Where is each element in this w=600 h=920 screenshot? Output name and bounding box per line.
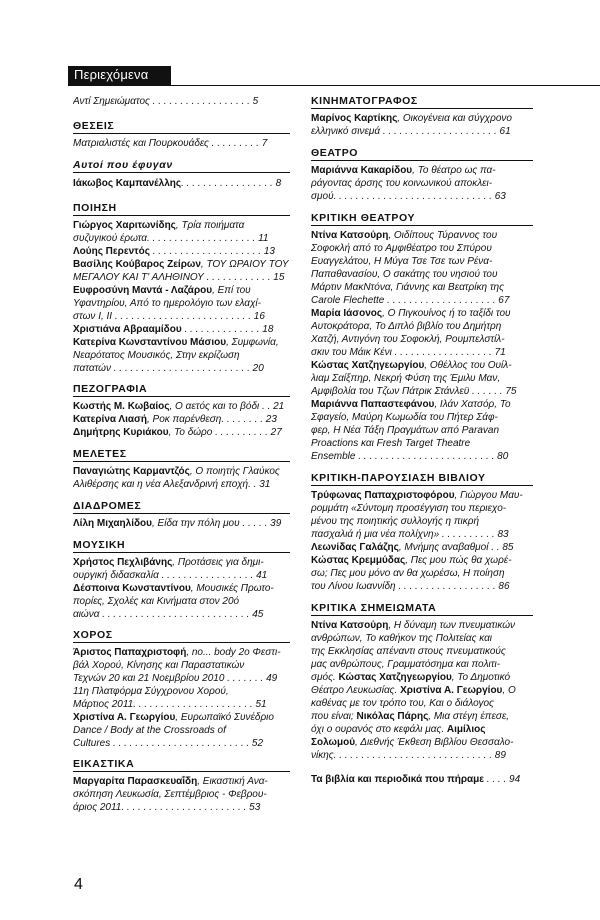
page-title: Περιεχόμενα [74,67,149,82]
page-number: 4 [74,876,83,893]
toc-line: σμού. . . . . . . . . . . . . . . . . . . . . . . . . . . . . 63 [311,191,506,202]
section-heading: ΜΟΥΣΙΚΗ [73,539,290,553]
toc-line: Παπαθανασίου, Ο σακάτης του νησιού του [311,269,498,280]
toc-line: Νεαρότατος Μουσικός, Στην εκρίζωση [73,350,240,361]
toc-line: Μαριάννα Κακαρίδου, Το θέατρο ως πα- [311,165,496,176]
toc-line: Μαριάννα Παπαστεφάνου, Ιλάν Χατσόρ, Το [311,399,511,410]
toc-line: Τρύφωνας Παπαχριστοφόρου, Γιώργου Μαυ- [311,490,523,501]
section-heading: ΚΡΙΤΙΚΗ ΘΕΑΤΡΟΥ [311,212,533,226]
section-heading: ΠΕΖΟΓΡΑΦΙΑ [73,383,290,397]
section-heading: ΚΙΝΗΜΑΤΟΓΡΑΦΟΣ [311,95,533,109]
toc-line: Χριστιάνα Αβρααμίδου . . . . . . . . . . . . . . 18 [73,324,274,335]
toc-line: Δημήτρης Κυριάκου, Το δώρο . . . . . . . . . . 27 [73,427,282,438]
toc-line: σκιν του Μάικ Κένι . . . . . . . . . . . . . . . . . . 71 [311,347,506,358]
toc-line: μένου της ποιητικής συλλογής η πικρή [311,516,480,527]
toc-line: νίκης. . . . . . . . . . . . . . . . . . . . . . . . . . . . . 89 [311,750,506,761]
toc-line: πατατών . . . . . . . . . . . . . . . . . . . . . . . . . 20 [73,363,264,374]
toc-line: ουργική διδασκαλία . . . . . . . . . . . . . . . . . 41 [73,570,268,581]
toc-line: Μαρίνος Καρτίκης, Οικογένεια και σύγχρονο [311,113,512,124]
toc-line: Κώστας Κρεμμύδας, Πες μου πώς θα χωρέ- [311,555,512,566]
toc-line: Αλιθέρσης και η νέα Αλεξανδρινή εποχή. . 31 [73,479,271,490]
toc-line: βάλ Χορού, Κίνησης και Παραστατικών [73,660,245,671]
section-heading: ΕΙΚΑΣΤΙΚΑ [73,758,290,772]
toc-line: συζυγικού έρωτα. . . . . . . . . . . . . . . . . . . . 11 [73,233,269,244]
toc-line: Θέατρο Λευκωσίας. Χριστίνα Α. Γεωργίου, Ο [311,685,516,696]
toc-line: Κώστας Χατζηγεωργίου, Οθέλλος του Ουίλ- [311,360,512,371]
toc-line: Κατερίνα Λιασή, Ροκ παρένθεση. . . . . . . . 23 [73,414,277,425]
toc-line: Ensemble . . . . . . . . . . . . . . . . . . . . . . . . . 80 [311,451,509,462]
toc-line: Χατζή, Αντιγόνη του Σοφοκλή, Ρουμπελστίλ- [311,334,505,345]
section-heading: ΚΡΙΤΙΚΗ-ΠΑΡΟΥΣΙΑΣΗ ΒΙΒΛΙΟΥ [311,472,533,486]
toc-line: ρομμάτη «Σύντομη προσέγγιση του περιεχο- [311,503,507,514]
toc-line: ανθρώπων, Το καθήκον της Πολιτείας και [311,633,493,644]
toc-line: Proactions και Fresh Target Theatre [311,438,471,449]
toc-line: Χρήστος Πεχλιβάνης, Προτάσεις για δημι- [73,557,264,568]
toc-line: Τεχνών 20 και 21 Νοεμβρίου 2010 . . . . . . . 49 [73,673,278,684]
toc-line: Carole Flechette . . . . . . . . . . . . . . . . . . . . 67 [311,295,510,306]
toc-line: Ντίνα Κατσούρη, Οιδίπους Τύραννος του [311,230,498,241]
toc-line: Λεωνίδας Γαλάζης, Μνήμης αναβαθμοί . . 85 [311,542,514,553]
toc-line: Ματριαλιστές και Πουρκουάδες . . . . . . . . . 7 [73,138,268,149]
toc-line: Γιώργος Χαριτωνίδης, Τρία ποιήματα [73,220,245,231]
section-heading: ΘΕΑΤΡΟ [311,147,533,161]
toc-line: Ντίνα Κατσούρη, Η δύναμη των πνευματικών [311,620,516,631]
toc-line: Τα βιβλία και περιοδικά που πήραμε . . . . 94 [311,774,521,785]
toc-line: Αυτοκράτορα, Το Διπλό βιβλίο του Δημήτρη [311,321,502,332]
toc-line: Ευαγγελάτου, Η Μύγα Τσε Τσε των Ρένα- [311,256,493,267]
toc-line: Μαργαρίτα Παρασκευαΐδη, Εικαστική Ανα- [73,776,268,787]
toc-line: λιαμ Σαίξπηρ, Νεκρή Φύση της Έμιλυ Μαν, [311,373,501,384]
toc-line: Ευφροσύνη Μαντά - Λαζάρου, Επί του [73,285,251,296]
toc-line: Cultures . . . . . . . . . . . . . . . . . . . . . . . . . 52 [73,738,264,749]
toc-line: Σοφοκλή από το Αμφιθέατρο του Σπύρου [311,243,492,254]
toc-line: ελληνικό σινεμά . . . . . . . . . . . . . . . . . . . . . 61 [311,126,511,137]
toc-line: Σολωμού, Διεθνής Έκθεση Βιβλίου Θεσσαλο- [311,737,514,748]
section-heading: Αυτοί που έφυγαν [73,159,290,173]
toc-line: Λούης Περεντός . . . . . . . . . . . . . . . . . . . . 13 [73,246,275,257]
toc-line: Δέσποινα Κωνσταντίνου, Μουσικές Πρωτο- [73,583,274,594]
toc-line: ράγοντας άρσης του κοινωνικού αποκλει- [311,178,493,189]
section-heading: ΘΕΣΕΙΣ [73,120,290,134]
toc-line: του Λίνου Ιωαννίδη . . . . . . . . . . . . . . . . . . 86 [311,581,510,592]
section-heading: ΔΙΑΔΡΟΜΕΣ [73,500,290,514]
toc-line: Αμφιβολία του Τζων Πάτρικ Στάνλεϋ . . . . . . 75 [311,386,517,397]
toc-line: άριος 2011. . . . . . . . . . . . . . . . . . . . . . . 53 [73,802,261,813]
toc-line: καθένας με τον τρόπο του, Και ο διάλογος [311,698,494,709]
toc-line: Άριστος Παπαχριστοφή, no... body 2ο Φεστι- [73,647,281,658]
toc-line: Χριστίνα Α. Γεωργίου, Ευρωπαϊκό Συνέδριο [73,712,274,723]
toc-line: ΜΕΓΑΛΟΥ ΚΑΙ Τ' ΑΛΗΘΙΝΟΥ . . . . . . . . . . . . 15 [73,272,285,283]
toc-line: αιώνα . . . . . . . . . . . . . . . . . . . . . . . . . . . 45 [73,609,264,620]
toc-line: της Εκκλησίας απέναντι στους πνευματικούς [311,646,506,657]
toc-line: πασχαλιά ή μια νέα πολίχνη» . . . . . . . . . . 83 [311,529,509,540]
toc-line: όχι ο ουρανός στο κεφάλι μας. Αιμίλιος [311,724,486,735]
toc-line: Λίλη Μιχαηλίδου, Είδα την πόλη μου . . . . . 39 [73,518,282,529]
toc-line: μας ανθρώπους, Γραμματόσημα και πολιτι- [311,659,501,670]
toc-line: Ιάκωβος Καμπανέλλης. . . . . . . . . . . . . . . . . 8 [73,178,282,189]
toc-line: Παναγιώτης Καρμαντζός, Ο ποιητής Γλαύκος [73,466,280,477]
toc-line: Dance / Body at the Crossroads of [73,725,226,736]
toc-line: Κωστής Μ. Κωβαίος, Ο αετός και το βόδι . . 21 [73,401,285,412]
toc-line: σκόπηση Λευκωσία, Σεπτέμβριος - Φεβρου- [73,789,267,800]
toc-line: 11η Πλατφόρμα Σύγχρονου Χορού, [73,686,229,697]
section-heading: ΠΟΙΗΣΗ [73,202,290,216]
section-heading: ΜΕΛΕΤΕΣ [73,448,290,462]
toc-line: σω; Πες μου μόνο αν θα χωρέσω, Η ποίηση [311,568,505,579]
toc-line: που είναι; Νικόλας Πάρης, Μια στέγη έπεσε, [311,711,510,722]
header-rule [171,85,600,86]
section-heading: ΧΟΡΟΣ [73,629,290,643]
toc-line: Υφαντηρίου, Από το ημερολόγιο των ελαχί- [73,298,261,309]
toc-line: Μάρτιος 2011. . . . . . . . . . . . . . . . . . . . . . 51 [73,699,267,710]
toc-line: φερ, Η Νέα Τάξη Πραγμάτων από Paravan [311,425,500,436]
toc-line: Αντί Σημειώματος . . . . . . . . . . . . . . . . . . 5 [73,96,259,107]
toc-line: πορίες, Σχολές και Κινήματα στον 20ό [73,596,240,607]
toc-line: Κατερίνα Κωνσταντίνου Μάσιου, Συμφωνία, [73,337,279,348]
toc-line: Βασίλης Κούβαρος Ζείρων, ΤΟΥ ΩΡΑΙΟΥ ΤΟΥ [73,259,289,270]
toc-line: Μαρία Ιάσονος, Ο Πιγκουίνος ή το ταξίδι του [311,308,511,319]
toc-line: Μάρτιν ΜακΝτόνα, Γιάννης και Βεατρίκη της [311,282,504,293]
toc-line: Σφαγείο, Μαύρη Κωμωδία του Πήτερ Σάφ- [311,412,498,423]
toc-line: σμός. Κώστας Χατζηγεωργίου, Το Δημοτικό [311,672,511,683]
section-heading: ΚΡΙΤΙΚΑ ΣΗΜΕΙΩΜΑΤΑ [311,602,533,616]
toc-line: στων I, II . . . . . . . . . . . . . . . . . . . . . . . . . 16 [73,311,265,322]
